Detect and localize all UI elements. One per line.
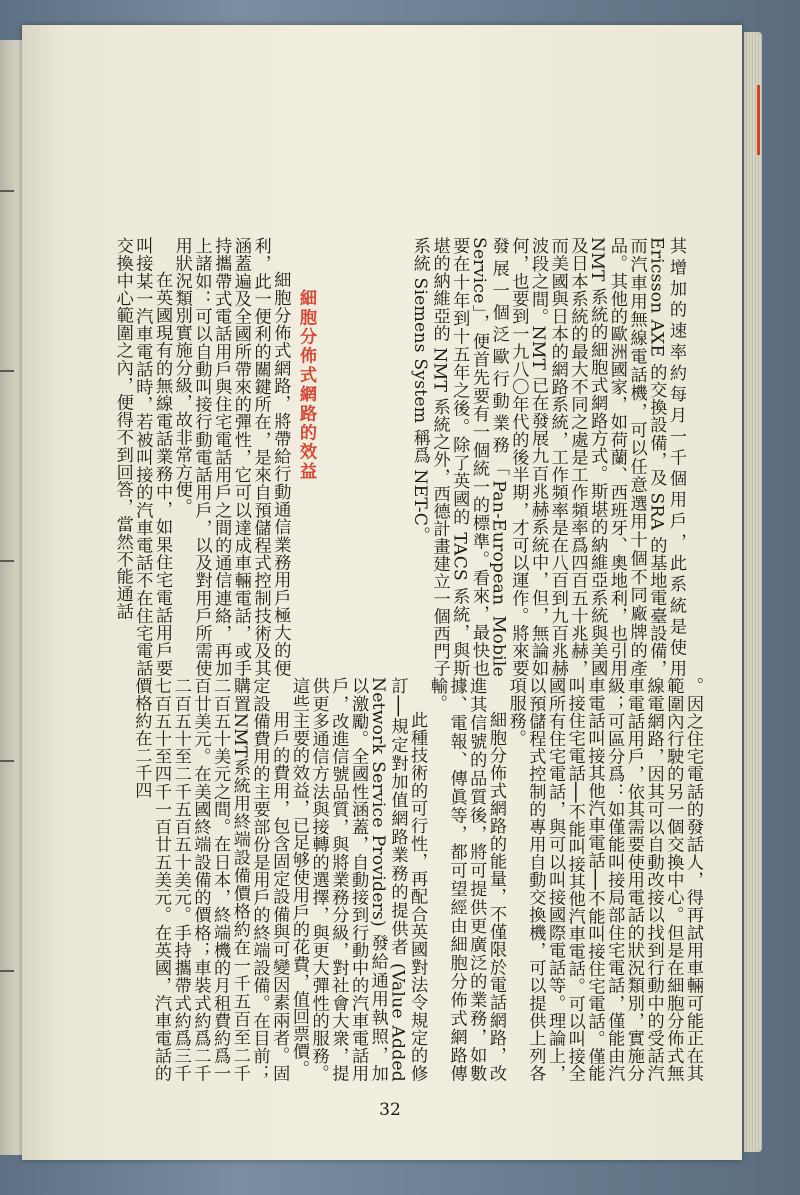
- page-stack-edge: [744, 32, 762, 1152]
- paragraph: 其增加的速率約每月一千個用戶，此系統是使用 Ericsson AXE 的交換設備，及 SRA 的基地電臺設備，而汽車用無線電話機，可以任意選用十個不同廠牌的產品。其他的歐洲國家，如荷蘭、西班牙、奧地利，也引用 NMT 系統的細胞式網路方式。斯堪的納維亞系統與美國及日本系統的最大不同之處是工作頻率爲四百五十兆赫，而美國與日本的網路系統，工作頻率是在八百到九百兆赫波段之間。NMT 已在發展九百兆赫系統中，但，無論如何，也要到一九八〇年代的後半期，才可以運作。將來要發展一個泛歐行動業務「Pan-European Mobile Service」，便首先要有一個統一的標準。看來，最快也要在十年到十五年之後。除了英國的 TACS 系統，與斯堪的納維亞的 NMT 系統之外，西德計畫建立一個西門子系統 Siemens System 稱爲 NET-C。: [409, 237, 686, 677]
- paragraph: 用戶的費用，包含固定設備與可變因素兩者。固定設備費用的主要部份是用戶的終端設備。在目前；購置NMT系統用終端設備價格約在一千五百至二千二百五十美元之間。在日本，終端機的月租費約爲一百廿美元。在美國終端設備的價格；車裝式約爲二千二百五十至二千五百五十美元。手持攜帶式約爲三千七百五十至四千一百廿五美元。在英國，汽車電話的價格約在二千四: [131, 677, 290, 1082]
- red-margin-rule: [757, 85, 760, 155]
- facing-page-mark: [0, 370, 14, 372]
- section-heading: 細胞分佈式網路的效益: [296, 288, 316, 481]
- facing-page-mark: [0, 190, 14, 192]
- paragraph: 細胞分佈式網路，將帶給行動通信業務用戶極大的便利，此一便利的關鍵所在，是來自預儲程式控制技術及其涵蓋遍及全國所帶來的彈性，它可以達成車輛電話，或手持攜帶式電話用戶與住宅電話用戶之間的通信連絡，再加上諸如：可以自動叫接行動電話用戶，以及對用戶所需使用狀況類別實施分級，故非常方便。: [171, 237, 291, 677]
- paragraph: 。因之住宅電話的發話人，得再試用車輛可能正在其範圍內行駛的另一個交換中心。但是在細胞分佈式無線電網路，因其可以自動改接以找到行動中的受話汽車電話用戶，依其需要使用電話的狀況類別，實施分級；可區分爲：如僅能叫接局部住宅電話，僅能由汽車電話叫接其他汽車電話──不能叫接住宅電話。僅能叫接住宅電話──不能叫接其他汽車電話。可以叫接全國所有住宅電話，與可以叫接國際電話等。理論上，以預儲程式控制的專用自動交換機，可以提供上列各項服務。: [505, 677, 703, 1082]
- facing-page-mark: [0, 970, 14, 972]
- facing-page-mark: [0, 560, 14, 562]
- upper-text-block: [330, 237, 685, 677]
- book-page: [22, 25, 742, 1160]
- facing-page-mark: [0, 760, 14, 762]
- paragraph: 細胞分佈式網路的能量，不僅限於電話網路，改進其信號的品質後，將可提供更廣泛的業務，如數據、電報、傳眞等，都可望經由細胞分佈式網路傳輸。: [426, 677, 506, 1082]
- paragraph: 此種技術的可行性，再配合英國對法令規定的修訂──規定對加值網路業務的提供者 (Value Added Network Service Providers) 發給通用執照，加以激勵。全國性涵蓋，自動接到行動中的汽車電話用戶，改進信號品質，與將業務分級，對社會大衆，提供更多通信方法與接轉的選擇，與更大彈性的服務。這些主要的效益，已足够使用戶的花費，值回票價。: [288, 677, 428, 1082]
- upper-left-text-block: [81, 237, 321, 677]
- lower-text-block: [131, 677, 703, 1082]
- paragraph: 在英國現有的無線電話業務中，如果住宅電話用戶要叫接某一汽車電話時，若被叫接的汽車電話不在住宅電話交換中心範圍之內，便得不到回答，當然不能通話: [112, 237, 173, 677]
- page-number: 32: [379, 1100, 401, 1120]
